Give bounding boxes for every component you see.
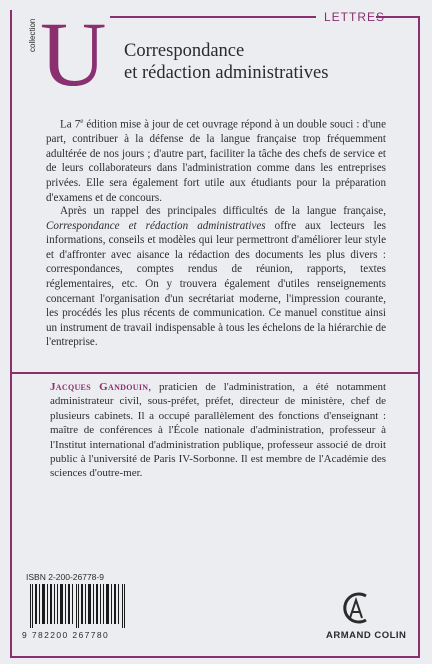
para2-text: offre aux lecteurs les informations, conseils et modèles qui leur permettront d'améliorer leur style et d'affronter avec aisance la rédaction des documents les plus divers : correspondances, comptes rendus de réunion, rapports, textes réglementaires, etc. On y trouvera également d'utiles renseignements concernant l'organisation d'un secrétariat moderne, l'impression courante, les procédés les plus récents de communication. Ce manuel constitue ainsi un instrument de travail indispensable à tous les échelons de la hiérarchie de l'entreprise.: [46, 219, 386, 349]
para1-superscript: e: [80, 117, 84, 125]
para2-lead: Après un rappel des principales difficultés de la langue française,: [60, 205, 386, 217]
publisher-logo-icon: [336, 588, 376, 628]
series-label: LETTRES: [324, 10, 386, 24]
para1-text: édition mise à jour de cet ouvrage répond à un double souci : d'une part, contribuer à la défense de la langue française trop fréquemment adultérée de nos jours ; d'autre part, faciliter la tâche des chefs de service et de leurs collaborateurs dans l'administration comme dans les entreprises privées. Elle sera également fort utile aux étudiants pour la préparation d'examens et de concours.: [46, 118, 386, 204]
frame-bottom-rule: [10, 656, 420, 658]
author-name: Jacques Gandouin: [50, 381, 149, 393]
frame-top-rule: [110, 16, 316, 18]
title-line-2: et rédaction administratives: [124, 63, 329, 83]
para1-prefix: La 7: [60, 118, 81, 131]
isbn: ISBN 2-200-26778-9: [26, 572, 104, 582]
author-biography: [50, 380, 386, 481]
description-paragraph-2: [46, 204, 386, 350]
collection-word: collection: [28, 18, 37, 52]
bio-text: , praticien de l'administration, a été notamment administrateur civil, sous-préfet, préfet, directeur de ministère, chef de plusieurs cabinets. Il a occupé parallèlement des fonctions d'enseignant : maître de conférences à l'École nationale d'administration, professeur à l'Institut international d'administration publique, professeur associé de droit public à l'université de Paris IV-Sorbonne. Il est membre de l'Académie des sciences d'outre-mer.: [50, 381, 386, 480]
publisher-name: ARMAND COLIN: [326, 630, 407, 641]
divider-rule: [12, 372, 418, 374]
frame-right-rule: [418, 16, 420, 656]
para2-book-title: Correspondance et rédaction administratives: [46, 219, 266, 232]
description-paragraph-1: [46, 114, 386, 205]
title-line-1: Correspondance: [124, 41, 245, 61]
barcode: [30, 584, 126, 628]
collection-logo: [28, 3, 107, 105]
barcode-digits: 9 782200 267780: [22, 630, 110, 640]
book-title: [124, 40, 404, 84]
collection-letter: U: [40, 3, 107, 105]
frame-left-rule: [10, 10, 12, 656]
